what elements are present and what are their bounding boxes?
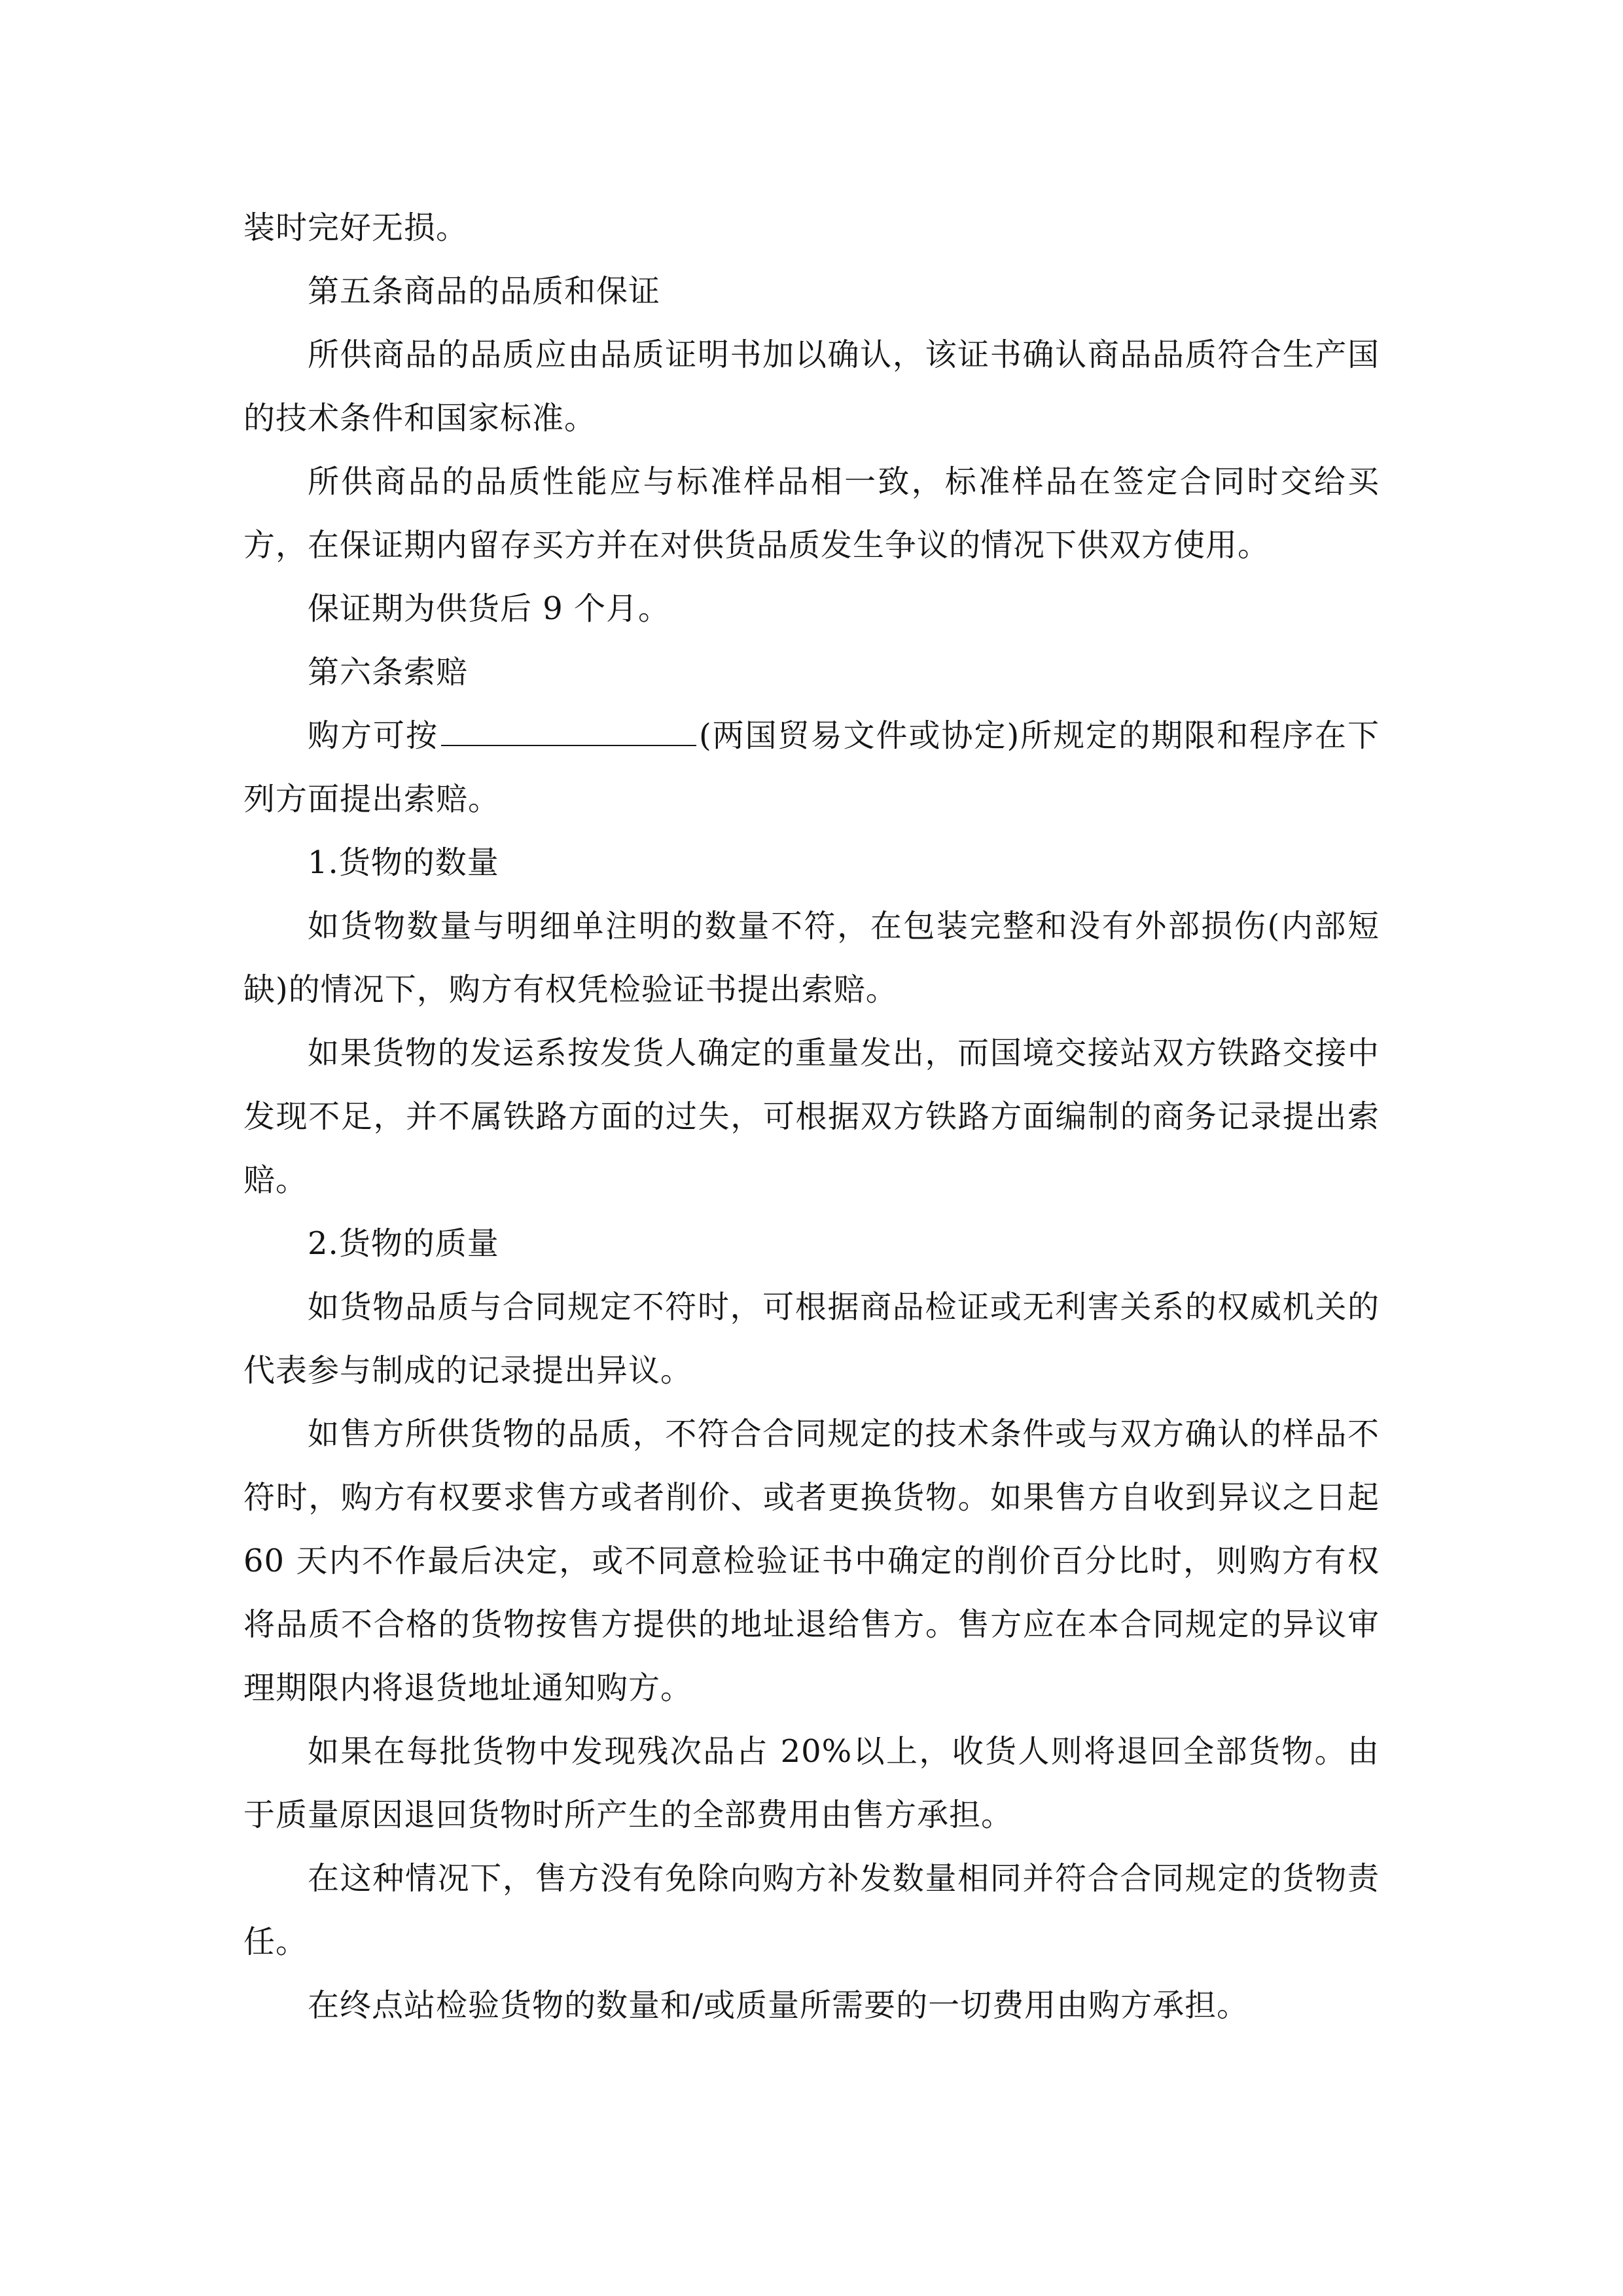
paragraph-text-before-blank: 购方可按 [308,717,438,754]
document-body [243,196,1380,2037]
section-heading-article-6: 第六条索赔 [308,654,469,691]
paragraph: 在终点站检验货物的数量和/或质量所需要的一切费用由购方承担。 [308,1987,1249,2024]
subheading-quantity: 1.货物的数量 [308,844,499,881]
paragraph-text-after-blank: (两国贸易文件或协定)所规定的期限和程序在下列方面提出索赔。 [243,717,1380,817]
paragraph: 如售方所供货物的品质，不符合合同规定的技术条件或与双方确认的样品不符时，购方有权要求售方或者削价、或者更换货物。如果售方自收到异议之日起 60 天内不作最后决定，或不同意检验证书中确定的削价百分比时，则购方有权将品质不合格的货物按售方提供的地址退给售方。售方应在本合同规定的异议审理期限内将退货地址通知购方。 [243,1416,1380,1706]
fill-in-blank [441,719,696,746]
paragraph: 如货物品质与合同规定不符时，可根据商品检证或无利害关系的权威机关的代表参与制成的记录提出异议。 [243,1289,1380,1389]
section-heading-article-5: 第五条商品的品质和保证 [308,273,661,310]
paragraph: 如果货物的发运系按发货人确定的重量发出，而国境交接站双方铁路交接中发现不足，并不属铁路方面的过失，可根据双方铁路方面编制的商务记录提出索赔。 [243,1035,1380,1198]
paragraph: 所供商品的品质应由品质证明书加以确认，该证书确认商品品质符合生产国的技术条件和国家标准。 [243,336,1380,437]
subheading-quality: 2.货物的质量 [308,1225,499,1262]
paragraph-with-blank [243,704,1380,831]
paragraph: 如货物数量与明细单注明的数量不符，在包装完整和没有外部损伤(内部短缺)的情况下，购方有权凭检验证书提出索赔。 [243,908,1380,1008]
paragraph: 在这种情况下，售方没有免除向购方补发数量相同并符合合同规定的货物责任。 [243,1860,1380,1960]
paragraph: 如果在每批货物中发现残次品占 20%以上，收货人则将退回全部货物。由于质量原因退回货物时所产生的全部费用由售方承担。 [243,1733,1380,1833]
paragraph: 保证期为供货后 9 个月。 [308,590,671,627]
paragraph: 装时完好无损。 [243,209,469,246]
paragraph: 所供商品的品质性能应与标准样品相一致，标准样品在签定合同时交给买方，在保证期内留存买方并在对供货品质发生争议的情况下供双方使用。 [243,463,1380,564]
